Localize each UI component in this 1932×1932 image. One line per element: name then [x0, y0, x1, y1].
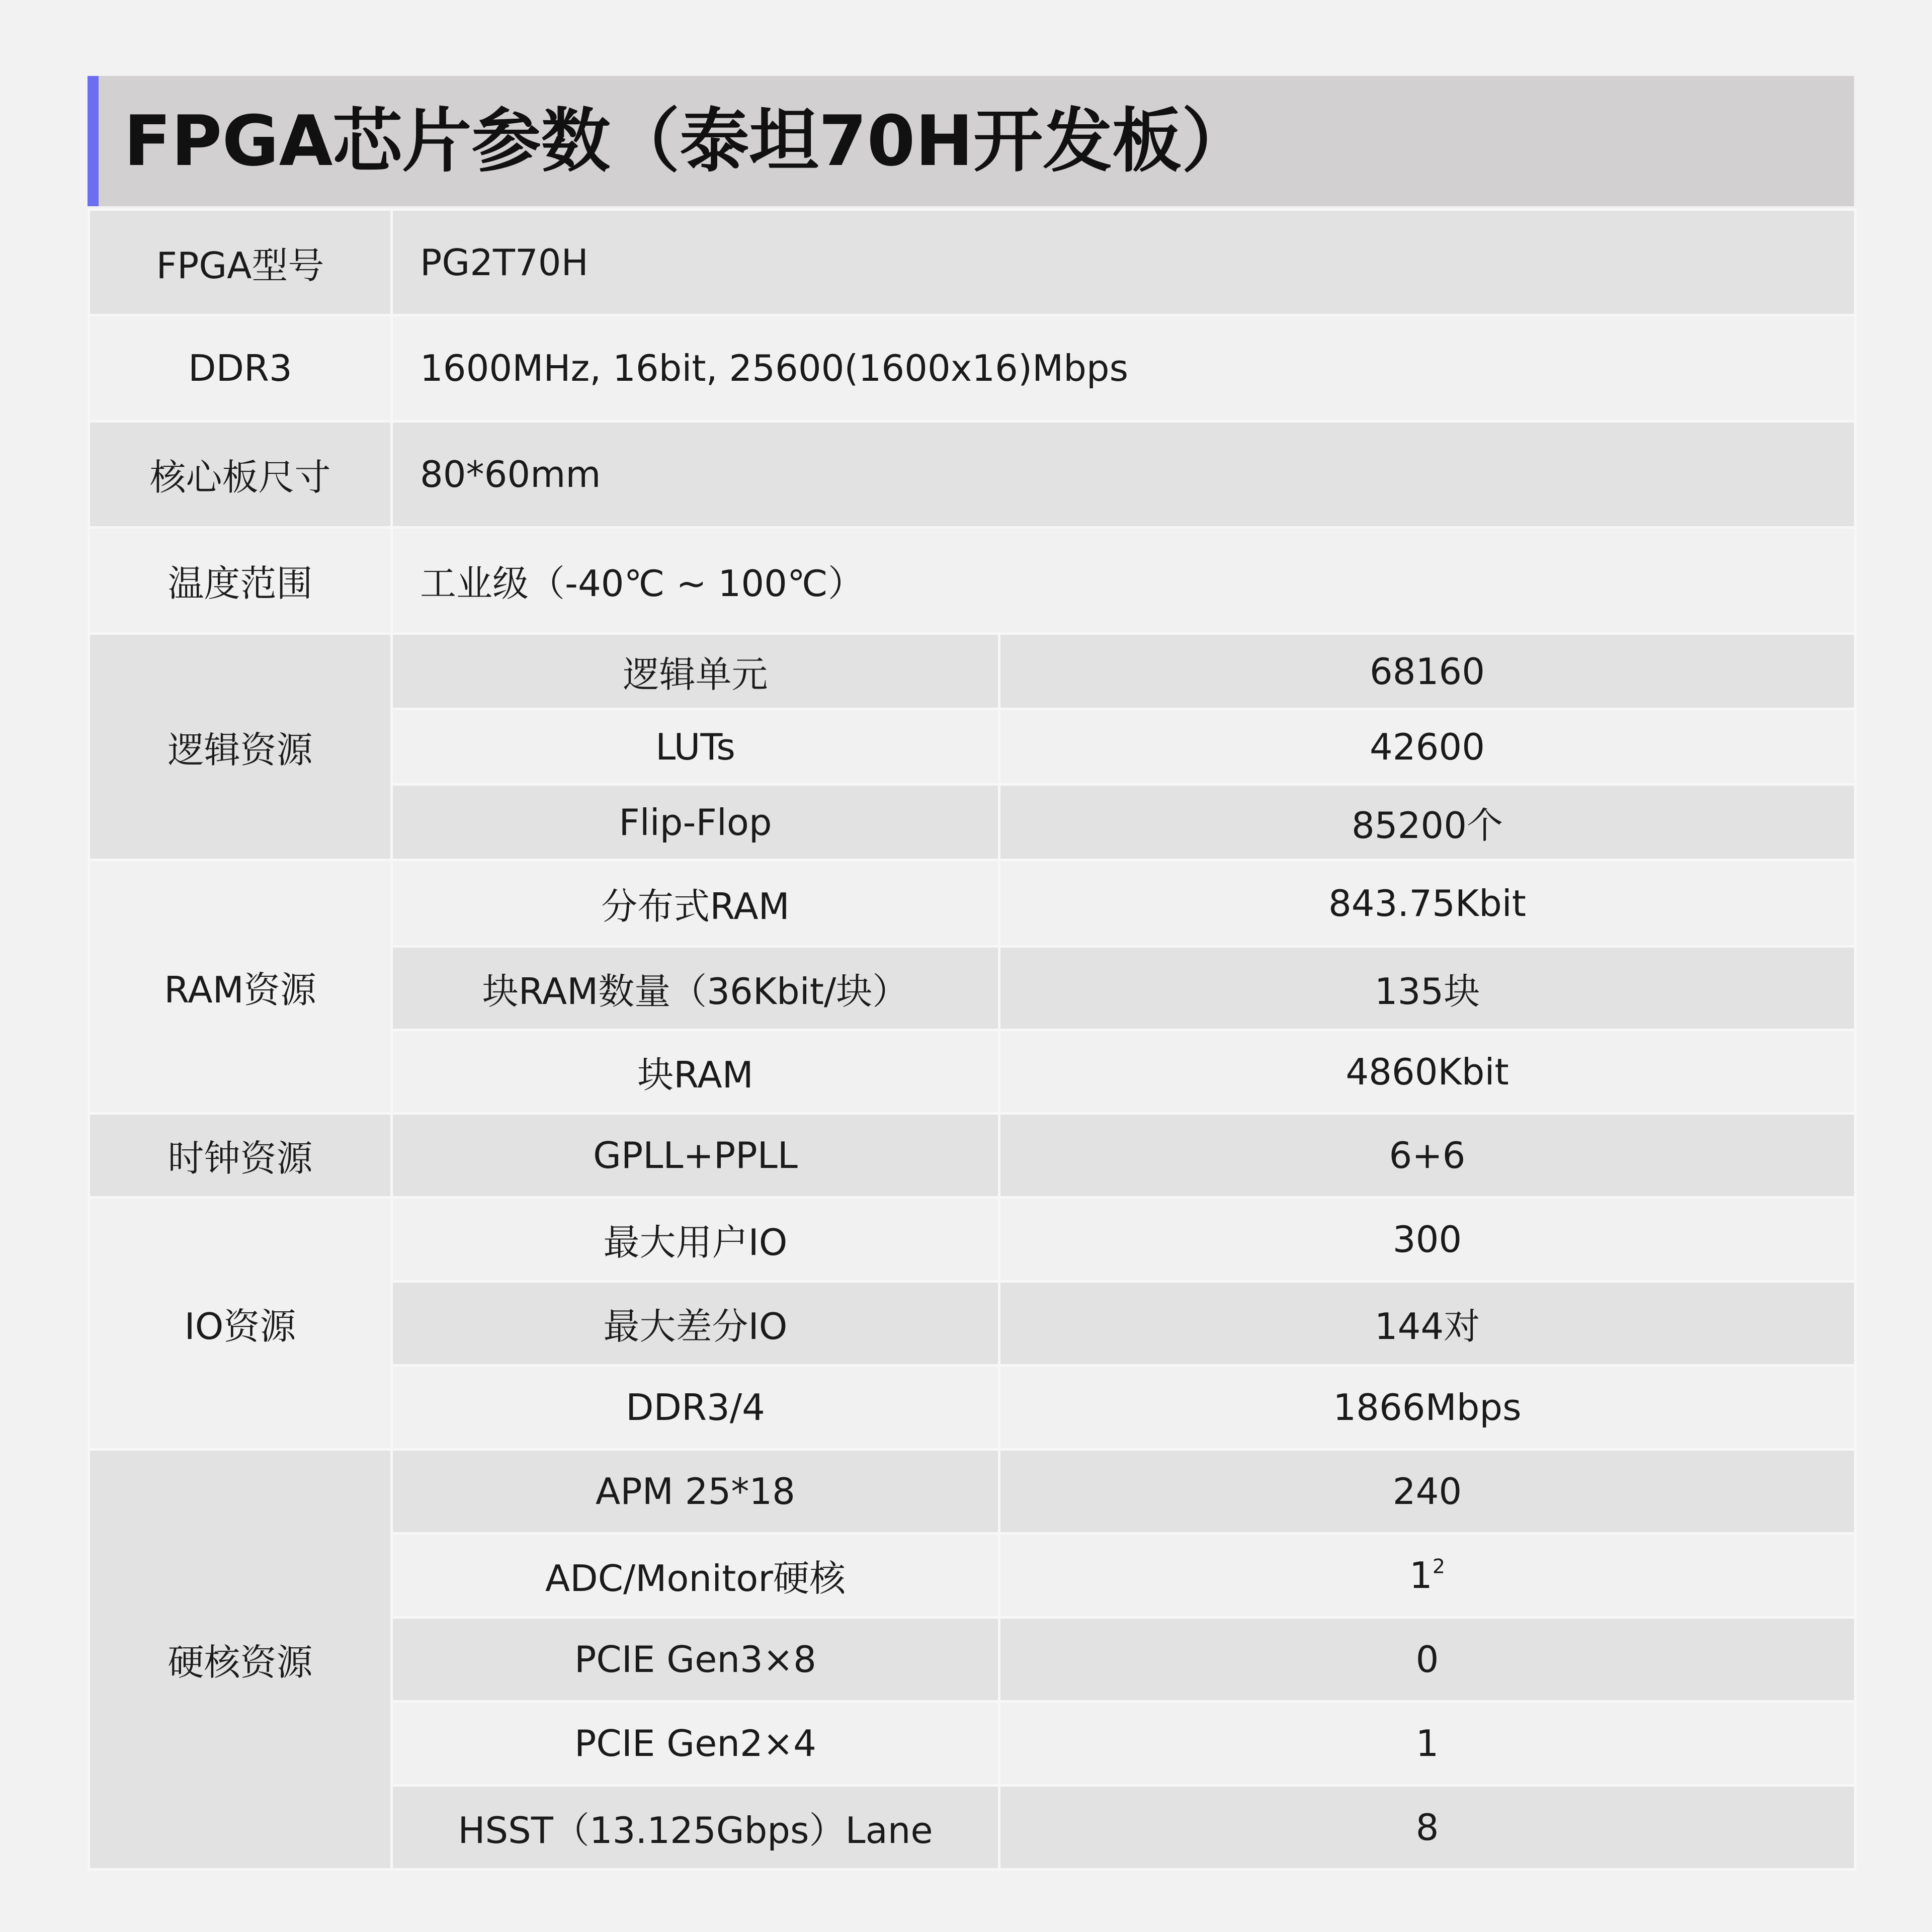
value-superscript: 2 — [1432, 1555, 1445, 1578]
item-value: 1 — [999, 1702, 1856, 1786]
table-row — [89, 315, 1856, 422]
item-value: 144对 — [999, 1282, 1856, 1366]
table-row — [89, 422, 1856, 528]
item-name: PCIE Gen3×8 — [392, 1618, 999, 1702]
item-name: APM 25*18 — [392, 1450, 999, 1534]
item-name: GPLL+PPLL — [392, 1114, 999, 1198]
row-label: DDR3 — [89, 315, 392, 422]
table-row — [89, 528, 1856, 634]
row-value: PG2T70H — [392, 210, 1856, 315]
row-value: 工业级（-40℃ ~ 100℃） — [392, 528, 1856, 634]
table-row — [89, 1114, 1856, 1198]
table-row — [89, 1198, 1856, 1282]
value-base: 1 — [1409, 1554, 1433, 1597]
group-label: 时钟资源 — [89, 1114, 392, 1198]
page-title: FPGA芯片参数（泰坦70H开发板） — [124, 101, 1251, 182]
item-name: ADC/Monitor硬核 — [392, 1534, 999, 1618]
table-row — [89, 634, 1856, 709]
item-name: 最大差分IO — [392, 1282, 999, 1366]
group-label: 硬核资源 — [89, 1450, 392, 1870]
item-name: 块RAM数量（36Kbit/块） — [392, 947, 999, 1030]
spec-table — [88, 208, 1857, 1871]
item-value — [999, 1534, 1856, 1618]
table-row — [89, 860, 1856, 947]
item-value: 300 — [999, 1198, 1856, 1282]
item-value: 4860Kbit — [999, 1030, 1856, 1114]
item-name: 块RAM — [392, 1030, 999, 1114]
title-bar — [88, 76, 1854, 206]
item-name: Flip-Flop — [392, 785, 999, 860]
group-label: RAM资源 — [89, 860, 392, 1114]
item-value: 85200个 — [999, 785, 1856, 860]
item-value: 240 — [999, 1450, 1856, 1534]
row-label: 温度范围 — [89, 528, 392, 634]
row-value: 80*60mm — [392, 422, 1856, 528]
item-value: 1866Mbps — [999, 1366, 1856, 1450]
item-name: 最大用户IO — [392, 1198, 999, 1282]
row-label: FPGA型号 — [89, 210, 392, 315]
group-label: IO资源 — [89, 1198, 392, 1450]
item-value: 8 — [999, 1786, 1856, 1870]
group-label: 逻辑资源 — [89, 634, 392, 860]
item-name: LUTs — [392, 709, 999, 785]
row-value: 1600MHz, 16bit, 25600(1600x16)Mbps — [392, 315, 1856, 422]
item-name: 分布式RAM — [392, 860, 999, 947]
item-name: DDR3/4 — [392, 1366, 999, 1450]
item-value: 0 — [999, 1618, 1856, 1702]
row-label: 核心板尺寸 — [89, 422, 392, 528]
item-value: 42600 — [999, 709, 1856, 785]
item-value: 135块 — [999, 947, 1856, 1030]
item-name: PCIE Gen2×4 — [392, 1702, 999, 1786]
item-value: 6+6 — [999, 1114, 1856, 1198]
item-name: 逻辑单元 — [392, 634, 999, 709]
item-value: 68160 — [999, 634, 1856, 709]
table-row — [89, 210, 1856, 315]
table-row — [89, 1450, 1856, 1534]
item-name: HSST（13.125Gbps）Lane — [392, 1786, 999, 1870]
item-value: 843.75Kbit — [999, 860, 1856, 947]
